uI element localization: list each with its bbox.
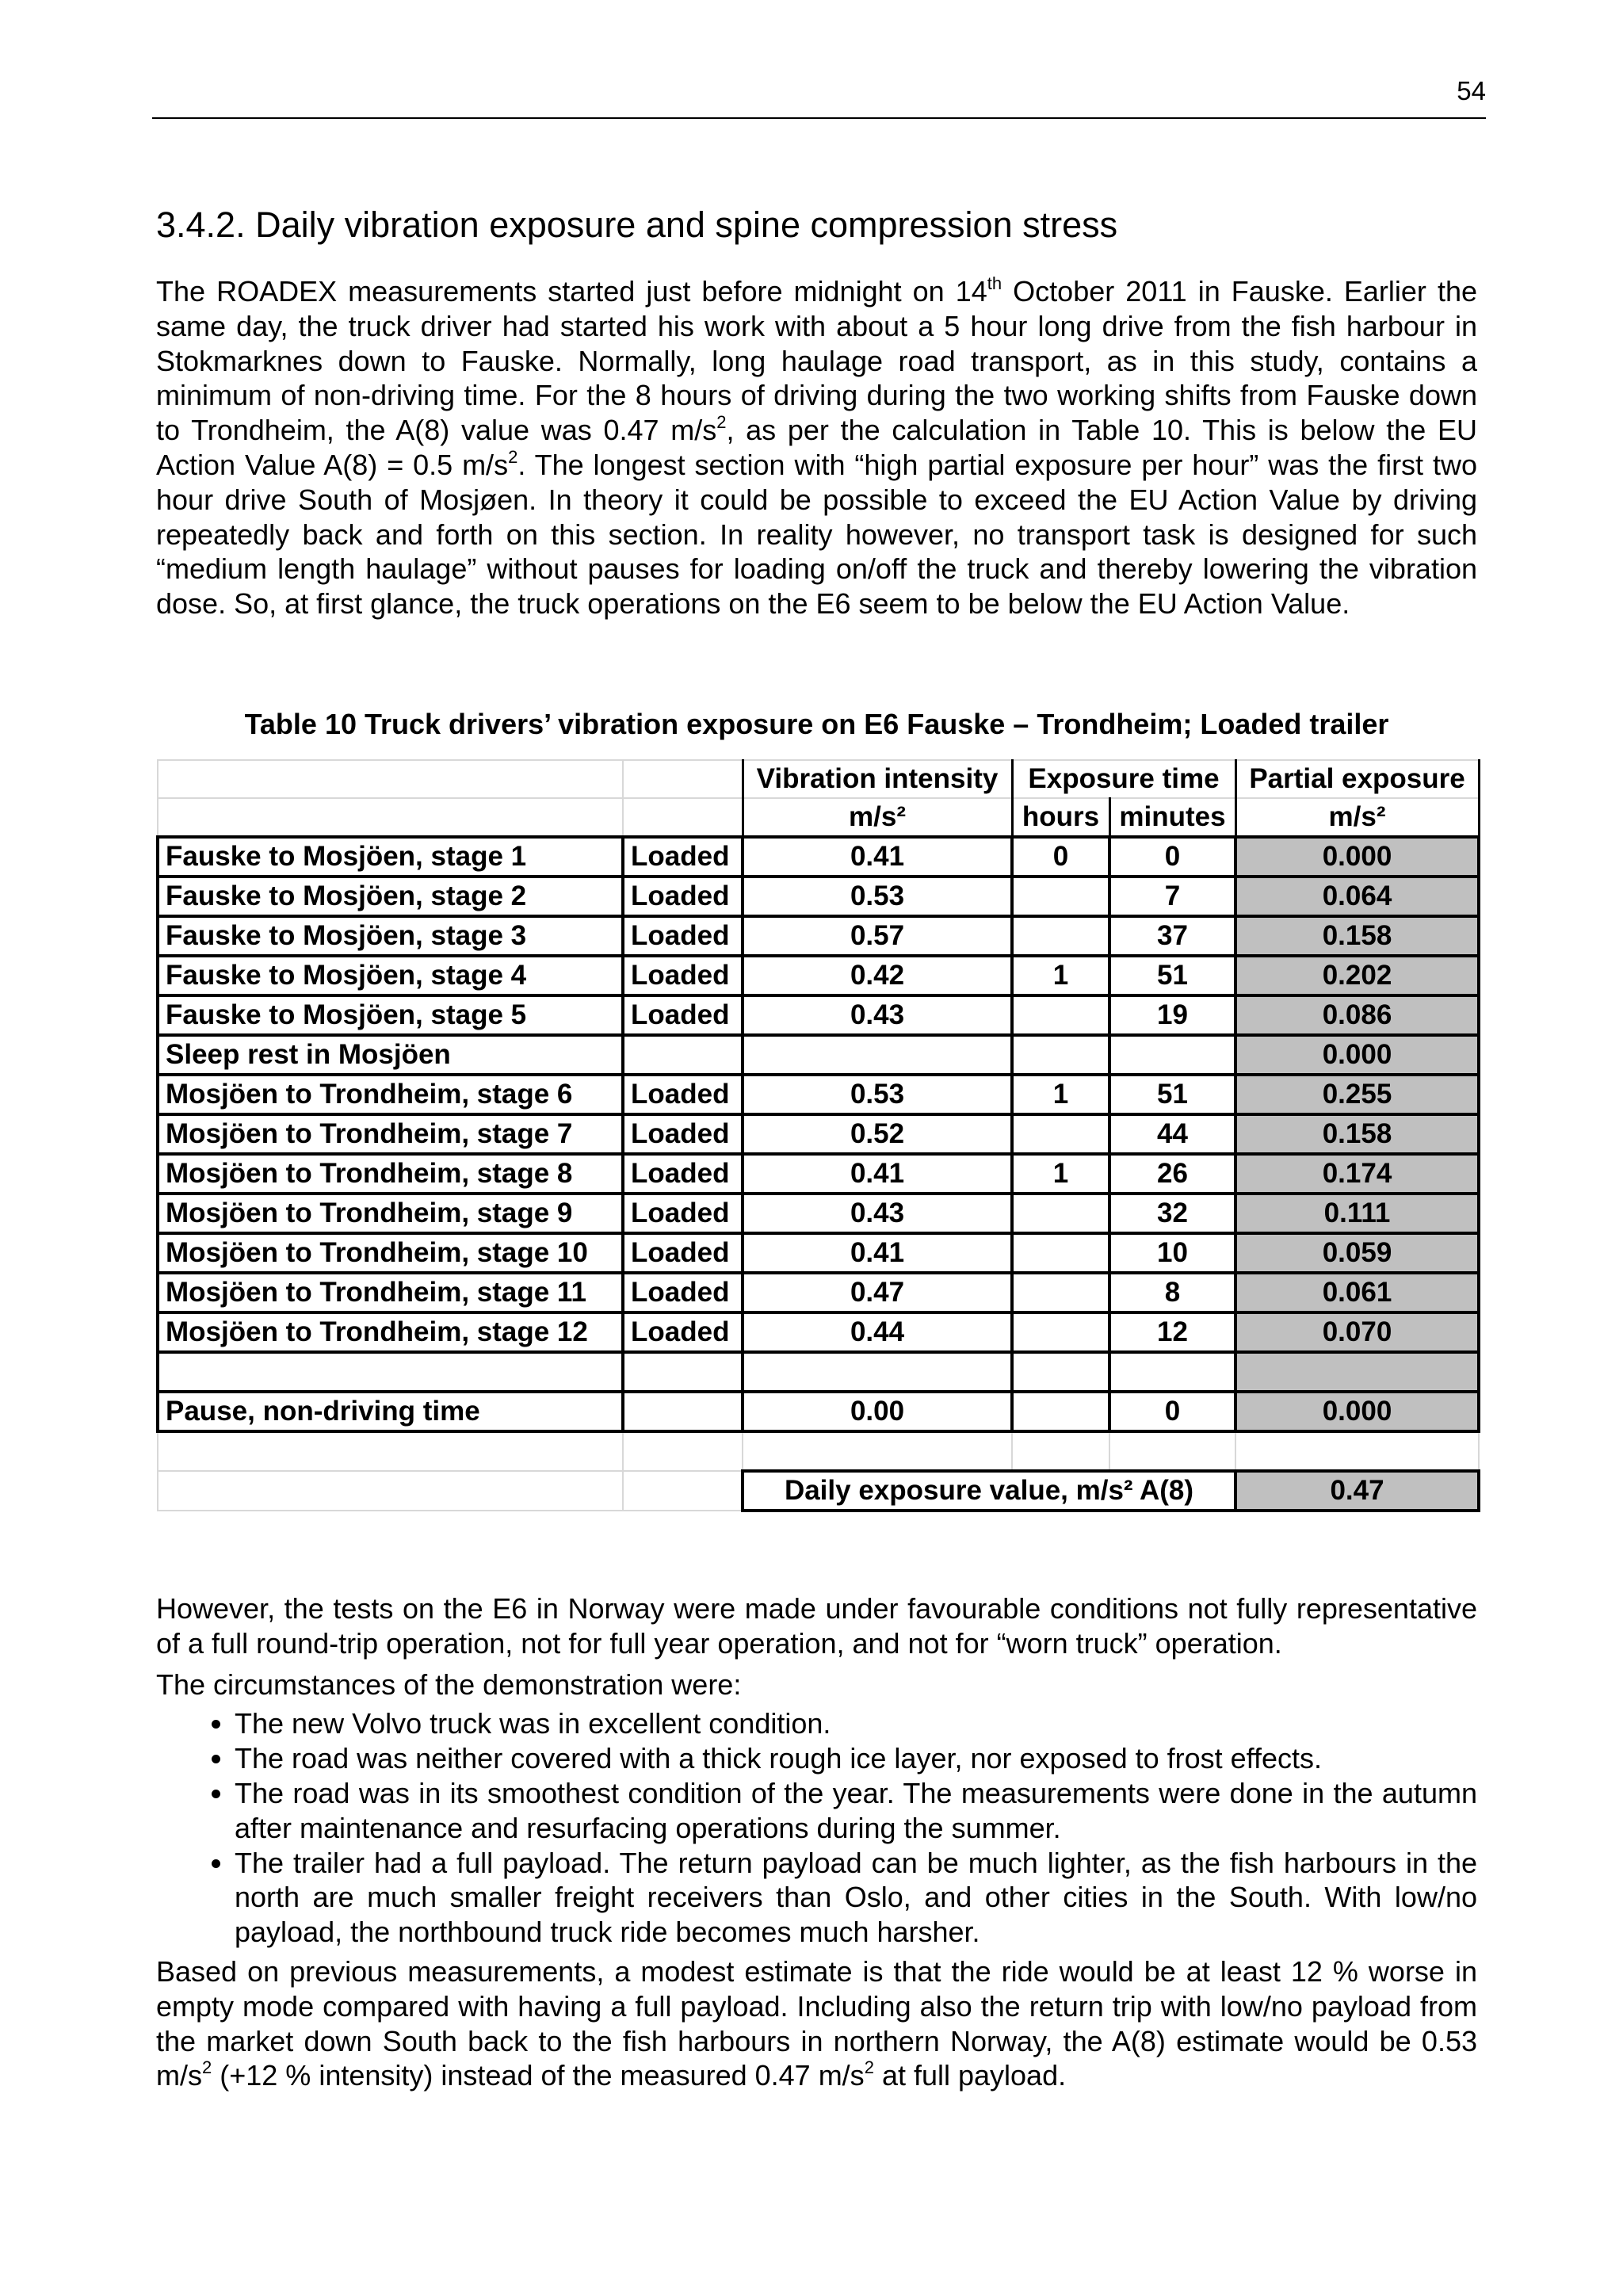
header-partial-unit: m/s²	[1235, 798, 1479, 837]
header-empty	[158, 798, 623, 837]
load-cell: Loaded	[623, 1312, 743, 1352]
hours-cell	[1012, 1352, 1109, 1392]
section-cell	[158, 1352, 623, 1392]
intensity-cell: 0.44	[743, 1312, 1012, 1352]
minutes-cell: 19	[1109, 995, 1235, 1035]
table-row	[158, 1194, 1479, 1233]
table-row	[158, 1273, 1479, 1312]
table-row	[158, 1075, 1479, 1114]
body-text-lower	[156, 1591, 1477, 2093]
section-cell: Fauske to Mosjöen, stage 1	[158, 837, 623, 877]
table-caption: Table 10 Truck drivers’ vibration exposure on E6 Fauske – Trondheim; Loaded trailer	[244, 708, 1389, 740]
table-row	[158, 1352, 1479, 1392]
superscript: 2	[864, 2057, 874, 2078]
superscript: th	[987, 273, 1002, 293]
list-item: • The new Volvo truck was in excellent condition.	[235, 1706, 1477, 1741]
section-cell: Mosjöen to Trondheim, stage 9	[158, 1194, 623, 1233]
superscript: 2	[508, 446, 518, 467]
empty-cell	[1012, 1431, 1109, 1471]
hours-cell	[1012, 1233, 1109, 1273]
load-cell	[623, 1392, 743, 1431]
partial-cell: 0.255	[1235, 1075, 1479, 1114]
section-cell: Mosjöen to Trondheim, stage 7	[158, 1114, 623, 1154]
section-cell: Mosjöen to Trondheim, stage 8	[158, 1154, 623, 1194]
intensity-cell: 0.53	[743, 877, 1012, 916]
load-cell: Loaded	[623, 877, 743, 916]
section-cell: Mosjöen to Trondheim, stage 12	[158, 1312, 623, 1352]
hours-cell	[1012, 1194, 1109, 1233]
partial-cell: 0.158	[1235, 1114, 1479, 1154]
header-exposure-time: Exposure time	[1012, 760, 1235, 798]
section-cell: Mosjöen to Trondheim, stage 11	[158, 1273, 623, 1312]
header-minutes: minutes	[1109, 798, 1235, 837]
partial-cell: 0.086	[1235, 995, 1479, 1035]
load-cell: Loaded	[623, 916, 743, 956]
section-cell: Fauske to Mosjöen, stage 3	[158, 916, 623, 956]
section-cell: Mosjöen to Trondheim, stage 10	[158, 1233, 623, 1273]
vibration-exposure-table	[156, 759, 1480, 1512]
header-partial-exposure: Partial exposure	[1235, 760, 1479, 798]
empty-cell	[1109, 1431, 1235, 1471]
intensity-cell: 0.47	[743, 1273, 1012, 1312]
intensity-cell: 0.57	[743, 916, 1012, 956]
paragraph-however: However, the tests on the E6 in Norway were made under favourable conditions not fully representative of a full round-trip operation, not for full year operation, and not for “worn truck” operation.	[156, 1592, 1477, 1660]
table-row	[158, 916, 1479, 956]
intensity-cell: 0.41	[743, 1154, 1012, 1194]
minutes-cell: 0	[1109, 1392, 1235, 1431]
hours-cell: 1	[1012, 1154, 1109, 1194]
paragraph-estimate	[156, 1954, 1477, 2093]
header-vibration-unit: m/s²	[743, 798, 1012, 837]
table-row	[158, 1312, 1479, 1352]
empty-cell	[623, 1431, 743, 1471]
list-item: • The trailer had a full payload. The return payload can be much lighter, as the fish harbours in the north are much smaller freight receivers than Oslo, and other cities in the South. With low/no payload, the northbound truck ride becomes much harsher.	[235, 1846, 1477, 1950]
spacer-row	[158, 1431, 1479, 1471]
circumstances-list	[156, 1706, 1477, 1950]
table-row	[158, 877, 1479, 916]
intensity-cell: 0.53	[743, 1075, 1012, 1114]
text-segment: at full payload.	[873, 2059, 1067, 2092]
hours-cell	[1012, 1035, 1109, 1075]
daily-exposure-value: 0.47	[1235, 1471, 1479, 1511]
hours-cell: 1	[1012, 956, 1109, 995]
load-cell: Loaded	[623, 1154, 743, 1194]
minutes-cell: 51	[1109, 1075, 1235, 1114]
hours-cell	[1012, 916, 1109, 956]
table-row	[158, 1114, 1479, 1154]
intensity-cell: 0.41	[743, 837, 1012, 877]
partial-cell: 0.061	[1235, 1273, 1479, 1312]
superscript: 2	[202, 2057, 212, 2078]
table-row	[158, 1035, 1479, 1075]
hours-cell	[1012, 1392, 1109, 1431]
hours-cell: 0	[1012, 837, 1109, 877]
minutes-cell: 12	[1109, 1312, 1235, 1352]
text-segment: . The longest section with “high partial exposure per hour” was the first two hour drive South of Mosjøen. In theory it could be possible to exceed the EU Action Value by driving repeatedly back and forth on this section. In reality however, no transport task is designed for such “medium length haulage” without pauses for loading on/off the truck and thereby lowering the vibration dose. So, at first glance, the truck operations on the E6 seem to be below the EU Action Value.	[156, 448, 1477, 621]
intensity-cell: 0.42	[743, 956, 1012, 995]
header-hours: hours	[1012, 798, 1109, 837]
list-item: • The road was neither covered with a thick rough ice layer, nor exposed to frost effects.	[235, 1741, 1477, 1776]
intensity-cell: 0.43	[743, 1194, 1012, 1233]
hours-cell: 1	[1012, 1075, 1109, 1114]
text-segment: (+12 % intensity) instead of the measured 0.47 m/s	[212, 2059, 865, 2092]
daily-exposure-label: Daily exposure value, m/s² A(8)	[743, 1471, 1235, 1511]
partial-cell: 0.070	[1235, 1312, 1479, 1352]
section-cell: Fauske to Mosjöen, stage 4	[158, 956, 623, 995]
load-cell: Loaded	[623, 1114, 743, 1154]
daily-exposure-row	[158, 1471, 1479, 1511]
minutes-cell: 26	[1109, 1154, 1235, 1194]
text-segment: The ROADEX measurements started just before midnight on 14	[156, 275, 987, 308]
hours-cell	[1012, 1312, 1109, 1352]
text-segment: October 2011 in Fauske. Earlier the same day, the truck driver had started his work with about a 5 hour long drive from the fish harbour in Stokmarknes down to Fauske. Normally, long haulage road transport, as in this study, contains a minimum of non-driving time. For the 8 hours of driving during the two working shifts from Fauske down to Trondheim, the A(8) value was 0.47 m/s	[156, 275, 1477, 447]
section-cell: Mosjöen to Trondheim, stage 6	[158, 1075, 623, 1114]
minutes-cell: 51	[1109, 956, 1235, 995]
intensity-cell: 0.52	[743, 1114, 1012, 1154]
empty-cell	[158, 1431, 623, 1471]
minutes-cell: 10	[1109, 1233, 1235, 1273]
section-heading: 3.4.2. Daily vibration exposure and spine compression stress	[156, 204, 1118, 245]
load-cell	[623, 1352, 743, 1392]
intensity-cell: 0.43	[743, 995, 1012, 1035]
intensity-cell	[743, 1352, 1012, 1392]
partial-cell: 0.000	[1235, 1392, 1479, 1431]
empty-cell	[623, 1471, 743, 1511]
header-vibration: Vibration intensity	[743, 760, 1012, 798]
partial-cell: 0.174	[1235, 1154, 1479, 1194]
empty-cell	[743, 1431, 1012, 1471]
paragraph-circumstances: The circumstances of the demonstration were:	[156, 1668, 742, 1701]
intensity-cell	[743, 1035, 1012, 1075]
load-cell: Loaded	[623, 1273, 743, 1312]
table-row	[158, 995, 1479, 1035]
table-row	[158, 1233, 1479, 1273]
partial-cell: 0.059	[1235, 1233, 1479, 1273]
header-empty	[623, 760, 743, 798]
hours-cell	[1012, 877, 1109, 916]
hours-cell	[1012, 1273, 1109, 1312]
header-empty	[158, 760, 623, 798]
section-cell: Fauske to Mosjöen, stage 2	[158, 877, 623, 916]
section-cell: Pause, non-driving time	[158, 1392, 623, 1431]
intensity-cell: 0.41	[743, 1233, 1012, 1273]
table-row	[158, 1392, 1479, 1431]
superscript: 2	[716, 412, 727, 433]
header-rule	[152, 117, 1486, 119]
minutes-cell	[1109, 1352, 1235, 1392]
minutes-cell: 44	[1109, 1114, 1235, 1154]
partial-cell: 0.000	[1235, 1035, 1479, 1075]
partial-cell: 0.158	[1235, 916, 1479, 956]
load-cell: Loaded	[623, 1233, 743, 1273]
minutes-cell: 37	[1109, 916, 1235, 956]
table-row	[158, 1154, 1479, 1194]
section-cell: Fauske to Mosjöen, stage 5	[158, 995, 623, 1035]
hours-cell	[1012, 1114, 1109, 1154]
text-segment: Based on previous measurements, a modest estimate is that the ride would be at least 12 % worse in empty mode compared with having a full payload. Including also the return trip with low/no payload from the market down South back to the fish harbours in northern Norway, the A(8) estimate would be 0.53 m/s	[156, 1954, 1477, 2092]
table-row	[158, 956, 1479, 995]
empty-cell	[158, 1471, 623, 1511]
text-segment: , as per the calculation in Table 10. This is below the EU Action Value A(8) = 0.5 m/s	[156, 414, 1477, 481]
load-cell	[623, 1035, 743, 1075]
partial-cell	[1235, 1352, 1479, 1392]
empty-cell	[1235, 1431, 1479, 1471]
partial-cell: 0.202	[1235, 956, 1479, 995]
header-row	[158, 760, 1479, 798]
header-units-row	[158, 798, 1479, 837]
load-cell: Loaded	[623, 1075, 743, 1114]
load-cell: Loaded	[623, 956, 743, 995]
partial-cell: 0.064	[1235, 877, 1479, 916]
minutes-cell: 7	[1109, 877, 1235, 916]
partial-cell: 0.111	[1235, 1194, 1479, 1233]
load-cell: Loaded	[623, 1194, 743, 1233]
minutes-cell: 8	[1109, 1273, 1235, 1312]
partial-cell: 0.000	[1235, 837, 1479, 877]
section-cell: Sleep rest in Mosjöen	[158, 1035, 623, 1075]
header-empty	[623, 798, 743, 837]
page-number: 54	[1457, 76, 1486, 105]
minutes-cell	[1109, 1035, 1235, 1075]
hours-cell	[1012, 995, 1109, 1035]
table-row	[158, 837, 1479, 877]
intensity-cell: 0.00	[743, 1392, 1012, 1431]
intro-paragraph	[156, 274, 1477, 621]
list-item: • The road was in its smoothest condition of the year. The measurements were done in the autumn after maintenance and resurfacing operations during the summer.	[235, 1776, 1477, 1846]
minutes-cell: 0	[1109, 837, 1235, 877]
load-cell: Loaded	[623, 837, 743, 877]
minutes-cell: 32	[1109, 1194, 1235, 1233]
load-cell: Loaded	[623, 995, 743, 1035]
